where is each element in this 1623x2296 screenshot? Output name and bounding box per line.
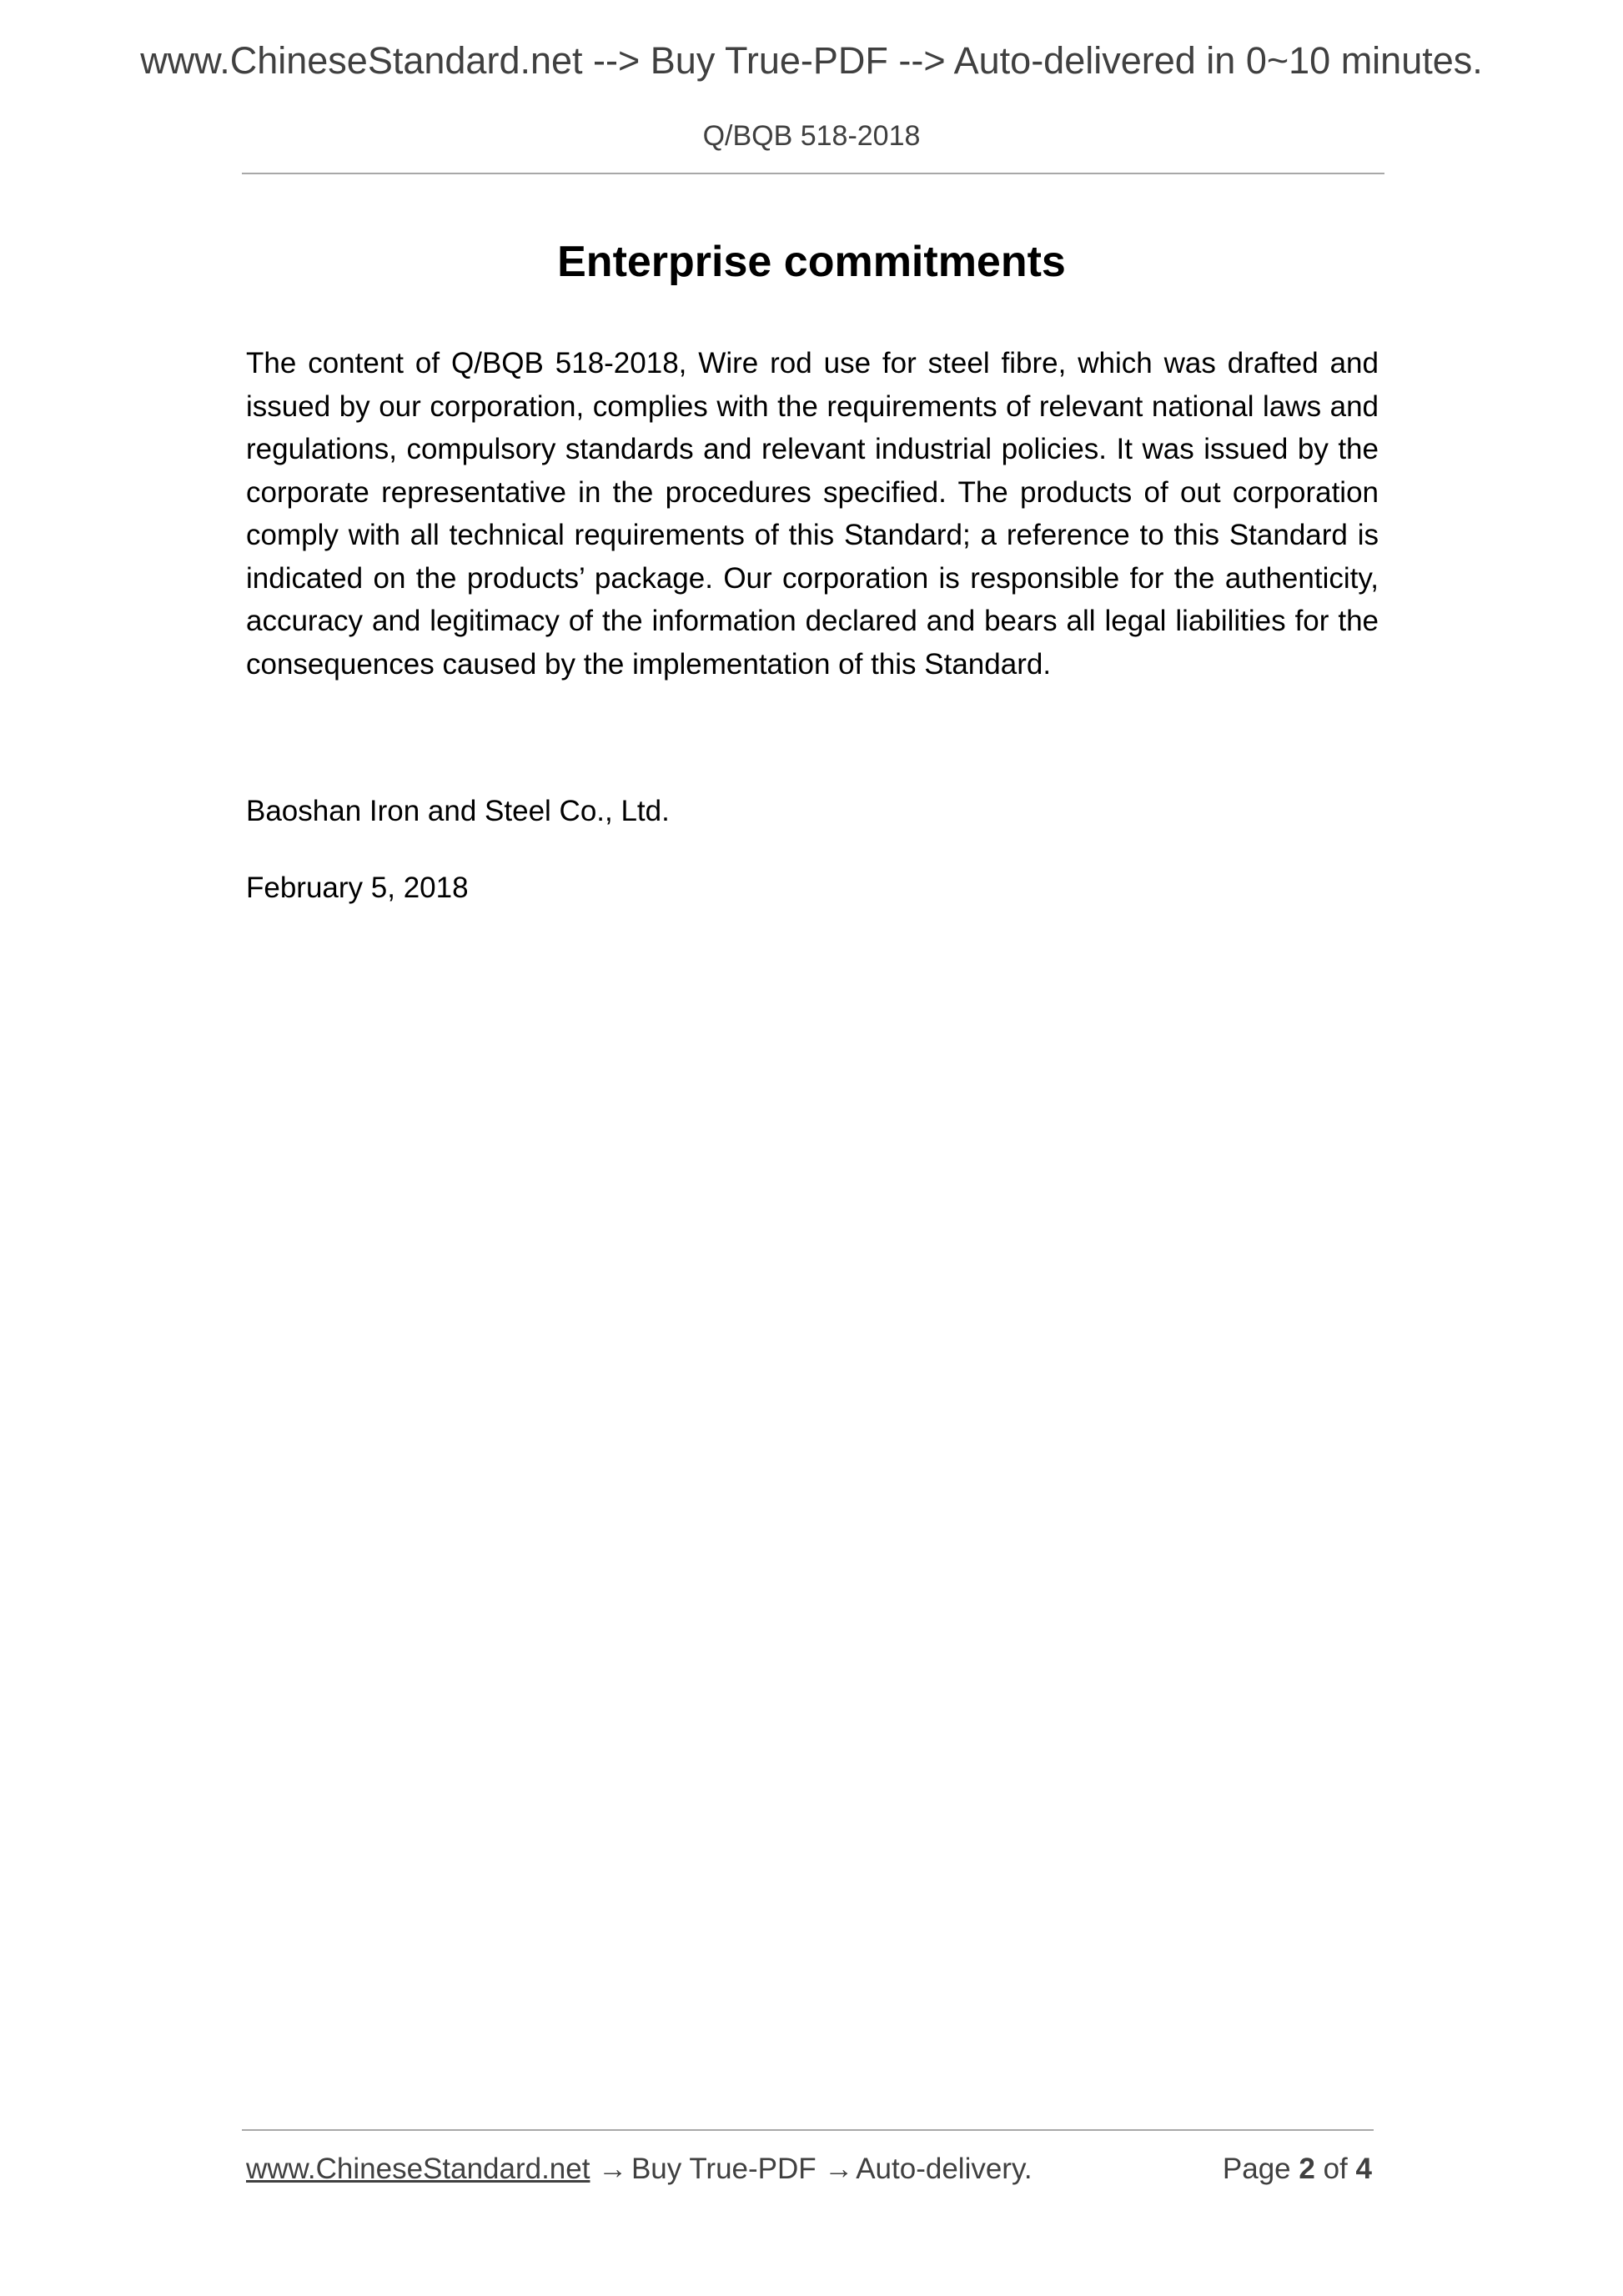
footer-divider xyxy=(242,2129,1374,2131)
header-banner: www.ChineseStandard.net --> Buy True-PDF --> Auto-delivered in 0~10 minutes. xyxy=(140,39,1483,82)
of-label: of xyxy=(1323,2153,1348,2185)
footer-buy-text: Buy True-PDF xyxy=(631,2153,817,2185)
page-label: Page xyxy=(1222,2153,1291,2185)
footer-website-link[interactable]: www.ChineseStandard.net xyxy=(246,2153,590,2185)
footer-left xyxy=(246,2154,1033,2183)
total-page-number: 4 xyxy=(1355,2153,1372,2185)
page-title: Enterprise commitments xyxy=(557,238,1066,286)
page-indicator xyxy=(1223,2154,1372,2183)
current-page-number: 2 xyxy=(1299,2153,1315,2185)
company-name: Baoshan Iron and Steel Co., Ltd. xyxy=(246,795,670,827)
issue-date: February 5, 2018 xyxy=(246,872,469,904)
commitment-paragraph: The content of Q/BQB 518-2018, Wire rod use for steel fibre, which was drafted and issued by our corporation, complies with the requirements of relevant national laws and regulations, compulsory standards and relevant industrial policies. It was issued by the corporate representative in the procedures specified. The products of out corporation comply with all technical requirements of this Standard; a reference to this Standard is indicated on the products’ package. Our corporation is responsible for the authenticity, accuracy and legitimacy of the information declared and bears all legal liabilities for the consequences caused by the implementation of this Standard. xyxy=(246,347,1379,681)
arrow-right-icon: → xyxy=(824,2153,854,2185)
footer-delivery-text: Auto-delivery. xyxy=(856,2153,1033,2185)
arrow-right-icon: → xyxy=(598,2153,628,2185)
document-code: Q/BQB 518-2018 xyxy=(702,120,921,152)
header-divider xyxy=(242,173,1384,174)
